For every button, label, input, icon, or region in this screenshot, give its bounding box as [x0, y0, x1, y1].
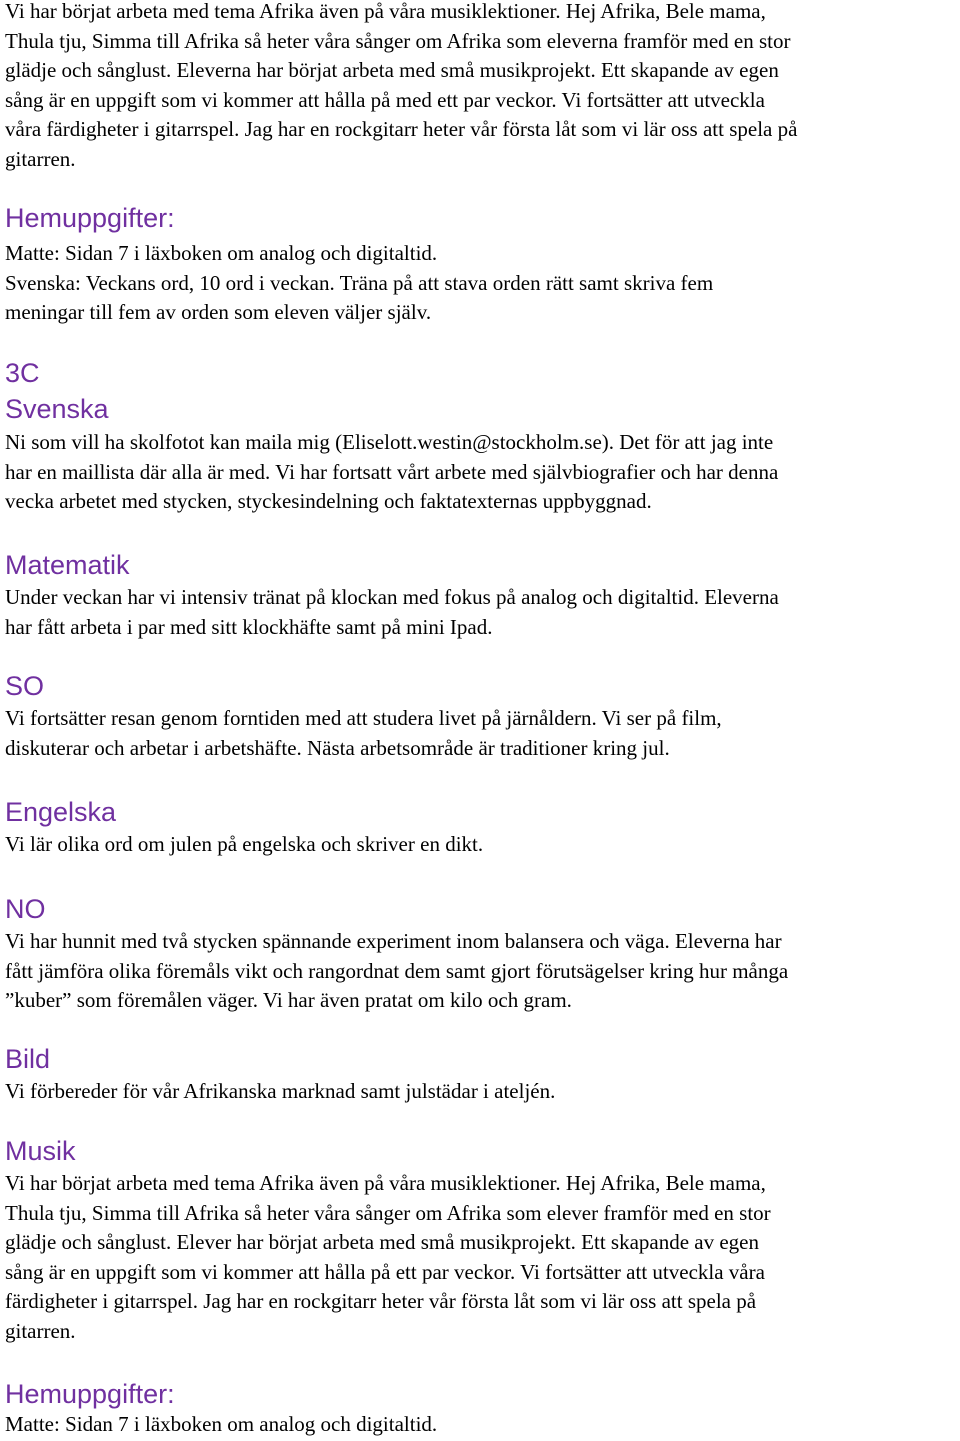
text-line: Thula tju, Simma till Afrika så heter våra sånger om Afrika som eleverna framför med en stor [5, 28, 791, 53]
text-line: Vi har börjat arbeta med tema Afrika även på våra musiklektioner. Hej Afrika, Bele mama, [5, 0, 766, 23]
matematik-heading: Matematik [5, 550, 130, 580]
text-line: fått jämföra olika föremåls vikt och rangordnat dem samt gjort förutsägelser kring hur många [5, 958, 789, 983]
no-paragraph [5, 927, 955, 1016]
text-line: glädje och sånglust. Elever har börjat arbeta med små musikprojekt. Ett skapande av egen [5, 1230, 760, 1254]
text-line: diskuterar och arbetar i arbetshäfte. Nästa arbetsområde är traditioner kring jul. [5, 735, 670, 760]
text-line: glädje och sånglust. Eleverna har börjat arbeta med små musikprojekt. Ett skapande av egen [5, 58, 779, 82]
musik-heading: Musik [5, 1136, 76, 1166]
text-line: har fått arbeta i par med sitt klockhäfte samt på mini Ipad. [5, 614, 493, 639]
text-line: Matte: Sidan 7 i läxboken om analog och digitaltid. [5, 1412, 438, 1436]
homework-paragraph [5, 239, 955, 328]
engelska-heading: Engelska [5, 797, 117, 827]
text-line: gitarren. [5, 146, 76, 171]
text-line: färdigheter i gitarrspel. Jag har en rockgitarr heter vår första låt som vi lär oss att spela på [5, 1289, 757, 1313]
text-line: Vi har börjat arbeta med tema Afrika även på våra musiklektioner. Hej Afrika, Bele mama, [5, 1171, 766, 1195]
text-line: våra färdigheter i gitarrspel. Jag har en rockgitarr heter vår första låt som vi lär oss att spela på [5, 117, 798, 141]
homework-heading: Hemuppgifter: [5, 203, 175, 233]
text-line: Svenska: Veckans ord, 10 ord i veckan. Träna på att stava orden rätt samt skriva fem [5, 270, 714, 295]
text-line: Vi har hunnit med två stycken spännande experiment inom balansera och väga. Eleverna har [5, 929, 782, 953]
text-line: har en maillista där alla är med. Vi har fortsatt vårt arbete med självbiografier och har denna [5, 459, 779, 484]
text-line: Thula tju, Simma till Afrika så heter våra sånger om Afrika som elever framför med en stor [5, 1200, 771, 1225]
text-line: Ni som vill ha skolfotot kan maila mig (Eliselott.westin@stockholm.se). Det för att jag inte [5, 430, 774, 454]
text-line: sång är en uppgift som vi kommer att hålla på med ett par veckor. Vi fortsätter att utveckla [5, 87, 765, 112]
no-heading: NO [5, 894, 46, 924]
bild-paragraph [5, 1077, 955, 1107]
text-line: Under veckan har vi intensiv tränat på klockan med fokus på analog och digitaltid. Eleverna [5, 585, 779, 609]
so-heading: SO [5, 671, 45, 701]
text-line: vecka arbetet med stycken, styckesindelning och faktatexternas uppbyggnad. [5, 489, 652, 513]
matematik-paragraph [5, 583, 955, 642]
intro-paragraph [5, 0, 955, 174]
engelska-paragraph [5, 830, 955, 860]
text-line: sång är en uppgift som vi kommer att hålla på ett par veckor. Vi fortsätter att utveckla våra [5, 1259, 765, 1284]
so-paragraph [5, 704, 955, 763]
bild-heading: Bild [5, 1044, 51, 1074]
text-line: gitarren. [5, 1318, 76, 1343]
svenska-paragraph [5, 428, 955, 517]
homework-heading: Hemuppgifter: [5, 1379, 175, 1409]
text-line: Matte: Sidan 7 i läxboken om analog och digitaltid. [5, 241, 438, 265]
text-line: Vi förbereder för vår Afrikanska marknad samt julstädar i ateljén. [5, 1079, 556, 1103]
text-line: Vi fortsätter resan genom forntiden med att studera livet på järnåldern. Vi ser på film, [5, 706, 722, 730]
text-line: ”kuber” som föremålen väger. Vi har även pratat om kilo och gram. [5, 988, 572, 1012]
text-line: meningar till fem av orden som eleven väljer själv. [5, 300, 432, 324]
homework-paragraph [5, 1410, 955, 1440]
musik-paragraph [5, 1169, 955, 1346]
text-line: Vi lär olika ord om julen på engelska och skriver en dikt. [5, 832, 484, 856]
class-heading: 3C [5, 358, 40, 388]
svenska-heading: Svenska [5, 394, 109, 424]
